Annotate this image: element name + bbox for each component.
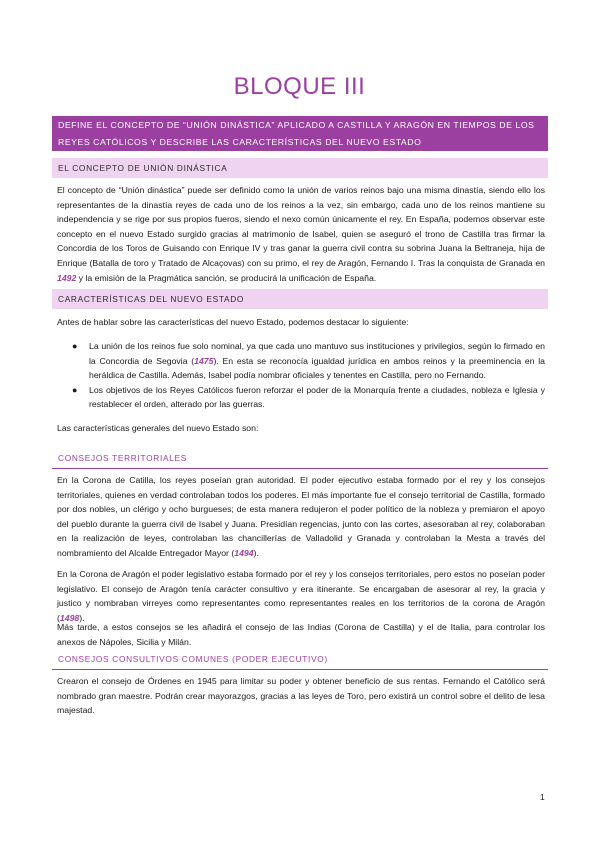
paragraph-text-end: ).	[79, 612, 85, 623]
caracteristicas-bullet-list	[57, 339, 545, 412]
paragraph-text-end: ).	[253, 547, 259, 558]
caracteristicas-closing: Las características generales del nuevo Estado son:	[57, 423, 259, 433]
bullet-text-end: ). En esta se reconocía igualdad jurídica en ambos reinos y la preeminencia en la heráldica de Castilla. Además, Isabel podía nombrar oficiales y tenentes en Castilla, pero no Fernando.	[89, 355, 545, 381]
bullet-text: Los objetivos de los Reyes Católicos fueron reforzar el poder de la Monarquía frente a ciudades, nobleza e Iglesia y restablecer el orden, alterado por las guerras.	[89, 384, 545, 410]
year-highlight: 1498	[59, 612, 80, 623]
consejos-territoriales-paragraph-3: Más tarde, a estos consejos se les añadirá el consejo de las Indias (Corona de Castilla) y el de Italia, para controlar los anexos de Nápoles, Sicilia y Milán.	[57, 622, 545, 647]
page-title: BLOQUE III	[233, 73, 366, 100]
list-item	[57, 383, 545, 412]
consejos-territoriales-paragraph-2	[57, 567, 545, 625]
subsection-heading-consejos-consultivos: CONSEJOS CONSULTIVOS COMUNES (PODER EJECUTIVO)	[52, 652, 548, 670]
union-paragraph	[57, 183, 545, 285]
list-item	[57, 339, 545, 383]
year-highlight: 1492	[57, 272, 77, 283]
bullet-icon: ●	[72, 341, 78, 351]
union-text: El concepto de “Unión dinástica” puede ser definido como la unión de varios reinos bajo una misma dinastía, siendo ello los representantes de la dinastía reyes de cada uno de los reinos a la vez, sin embargo, cada uno de los reinos mantiene su independencia y se rige por sus propios fueros, siendo el nexo común únicamente el rey. En España, podemos observar este concepto en el nuevo Estado surgido gracias al matrimonio de Isabel, quien se aseguró el trono de Castilla tras firmar la Concordia de los Toros de Guisando con Enrique IV y tras ganar la guerra civil contra su sobrina Juana la Beltraneja, hija de Enrique (Batalla de toro y Tratado de Alcaçovas) con su primo, el rey de Aragón, Fernando I. Tras la conquista de Granada en	[57, 185, 545, 268]
bullet-text: La unión de los reinos fue solo nominal, ya que cada uno mantuvo sus instituciones y privilegios, según lo firmado en la Concordia de Segovia (	[89, 341, 545, 366]
paragraph-text: En la Corona de Aragón el poder legislativo estaba formado por el rey y los consejos territoriales, pero estos no poseían poder legislativo. El consejo de Aragón tenía carácter consultivo y era itinerante. Se encargaban de asesorar al rey, la gracia y justico y nombraban virreyes como representantes como representantes reales en los territorios de la corona de Aragón (	[57, 569, 545, 623]
union-text-end: y la emisión de la Pragmática sanción, se producirá la unificación de España.	[76, 272, 377, 283]
caracteristicas-intro: Antes de hablar sobre las características del nuevo Estado, podemos destacar lo siguiente:	[57, 317, 409, 327]
section-heading-caracteristicas: CARACTERÍSTICAS DEL NUEVO ESTADO	[52, 289, 548, 309]
main-question-heading: DEFINE EL CONCEPTO DE “UNIÓN DINÁSTICA” APLICADO A CASTILLA Y ARAGÓN EN TIEMPOS DE LOS REYES CATÓLICOS Y DESCRIBE LAS CARACTERÍSTICAS DEL NUEVO ESTADO	[52, 116, 548, 151]
year-highlight: 1475	[194, 355, 214, 366]
paragraph-text: En la Corona de Catilla, los reyes poseían gran autoridad. El poder ejecutivo estaba formado por el rey y los consejos territoriales, quienes en verdad controlaban todos los poderes. El más importante fue el consejo territorial de Castilla, formado por dos nobles, un clérigo y ocho burgueses; de esta manera redujeron el poder político de la nobleza y premiaron el apoyo del pueblo durante la guerra civil de Isabel y Juana. Presidían regencias, junto con las cortes, asesoraban al rey, colaboraban en la realización de leyes, controlaban las chancillerías de Valladolid y Granada y controlaban la Mesta a través del nombramiento del Alcalde Entregador Mayor (	[57, 475, 545, 558]
subsection-heading-consejos-territoriales: CONSEJOS TERRITORIALES	[52, 451, 548, 469]
consejos-consultivos-paragraph: Crearon el consejo de Órdenes en 1945 para limitar su poder y obtener beneficio de sus rentas. Fernando el Católico será nombrado gran maestre. Podrán crear mayorazgos, gracias a las leyes de Toro, pero existirá un control sobre el delito de lesa majestad.	[57, 676, 545, 716]
year-highlight: 1494	[234, 547, 254, 558]
page-number: 1	[540, 792, 545, 802]
consejos-territoriales-paragraph-1	[57, 473, 545, 561]
section-heading-union: EL CONCEPTO DE UNIÓN DINÁSTICA	[52, 158, 548, 178]
bullet-icon: ●	[72, 384, 78, 395]
